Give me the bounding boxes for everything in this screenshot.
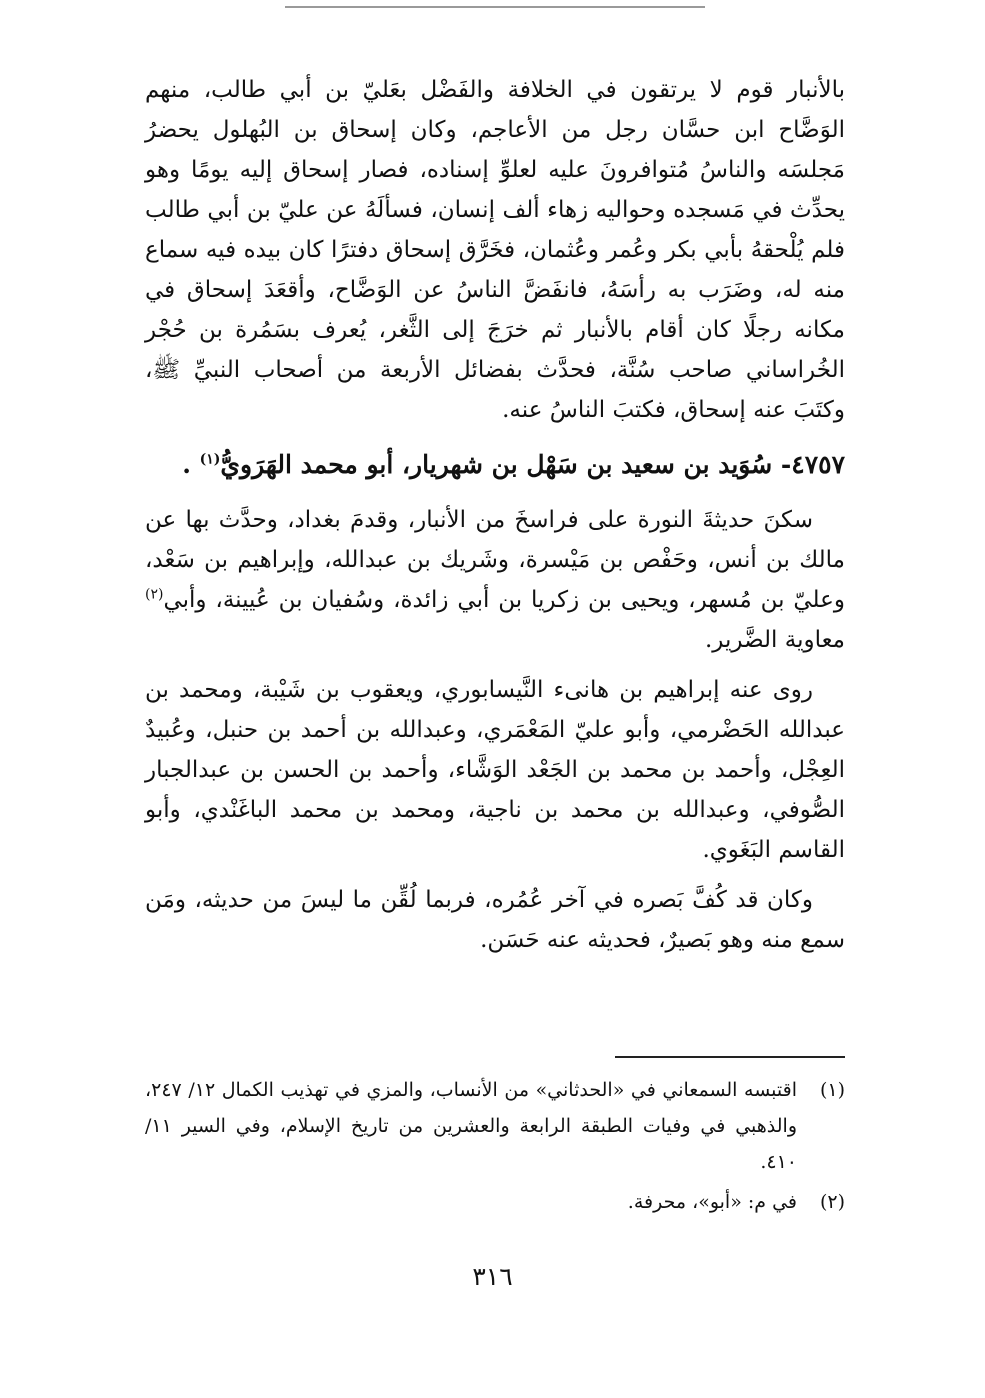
footnote-2	[145, 1184, 845, 1220]
paragraph-4: وكان قد كُفَّ بَصره في آخر عُمُره، فربما لُقِّن ما ليسَ من حديثه، ومَن سمع منه وهو بَصيرٌ، فحديثه عنه حَسَن.	[145, 887, 845, 953]
footnote-1-text: اقتبسه السمعاني في «الحدثاني» من الأنساب، والمزي في تهذيب الكمال ١٢/ ٢٤٧، والذهبي في وفيات الطبقة الرابعة والعشرين من تاريخ الإسلام، وفي السير ١١/ ٤١٠.	[145, 1079, 797, 1173]
entry-title: سُوَيد بن سعيد بن سَهْل بن شهريار، أبو محمد الهَرَويُّ	[220, 450, 773, 479]
footnote-separator	[615, 1056, 845, 1058]
entry-end: .	[182, 450, 191, 479]
footnote-2-marker: (٢)	[819, 1191, 845, 1213]
entry-number: ٤٧٥٧-	[780, 450, 845, 479]
top-edge-rule	[285, 6, 705, 8]
paragraph-1: بالأنبار قوم لا يرتقون في الخلافة والفَضْل بعَليّ بن أبي طالب، منهم الوَضَّاح ابن حسَّان رجل من الأعاجم، وكان إسحاق بن البُهلول يحضرُ مَجلسَه والناسُ مُتوافرونَ عليه لعلوِّ إسناده، فصار إسحاق إليه يومًا وهو يحدِّث في مَسجده وحواليه زهاء ألف إنسان، فسألَهُ عن عليّ بن أبي طالب فلم يُلْحقهُ بأبي بكر وعُمر وعُثمان، فخَرَّق إسحاق دفترًا كان بيده فيه سماع منه له، وضَرَب به رأسَهُ، فانفَضَّ الناسُ عن الوَضَّاح، وأقعَدَ إسحاق في مكانه رجلًا كان أقام بالأنبار ثم خرَجَ إلى الثَّغر، يُعرف بسَمُرة بن حُجْر الخُراساني صاحب سُنَّة، فحدَّث بفضائل الأربعة من أصحاب النبيِّ ﷺ، وكتَبَ عنه إسحاق، فكتبَ الناسُ عنه.	[145, 77, 845, 423]
paragraph-2	[145, 500, 845, 660]
footnotes	[145, 1072, 845, 1224]
entry-heading	[145, 440, 845, 490]
footnote-ref-1: (١)	[199, 451, 221, 468]
paragraph-2-text: سكنَ حديثةَ النورة على فراسخَ من الأنبار، وقدمَ بغداد، وحدَّث بها عن مالك بن أنس، وحَفْص بن مَيْسرة، وشَريك بن عبدالله، وإبراهيم بن سَعْد، وعليّ بن مُسهر، ويحيى بن زكريا بن أبي زائدة، وسُفيان بن عُيينة، وأبي	[145, 507, 845, 613]
footnote-1	[145, 1072, 845, 1180]
page-number: ٣١٦	[472, 1262, 513, 1291]
main-text	[145, 70, 845, 960]
footnote-1-marker: (١)	[819, 1079, 845, 1101]
footnote-2-text: في م: «أبو»، محرفة.	[627, 1191, 797, 1213]
paragraph-3: روى عنه إبراهيم بن هانىء النَّيسابوري، ويعقوب بن شَيْبة، ومحمد بن عبدالله الحَضْرمي، وأبو عليّ المَعْمَري، وعبدالله بن أحمد بن حنبل، وعُبيدٌ العِجْل، وأحمد بن محمد بن الجَعْد الوَشَّاء، وأحمد بن الحسن بن عبدالجبار الصُّوفي، وعبدالله بن محمد بن ناجية، ومحمد بن محمد الباغَنْدي، وأبو القاسم البَغَوي.	[145, 677, 845, 863]
footnote-ref-2: (٢)	[145, 586, 164, 603]
paragraph-2-end: معاوية الضَّرير.	[704, 627, 845, 653]
